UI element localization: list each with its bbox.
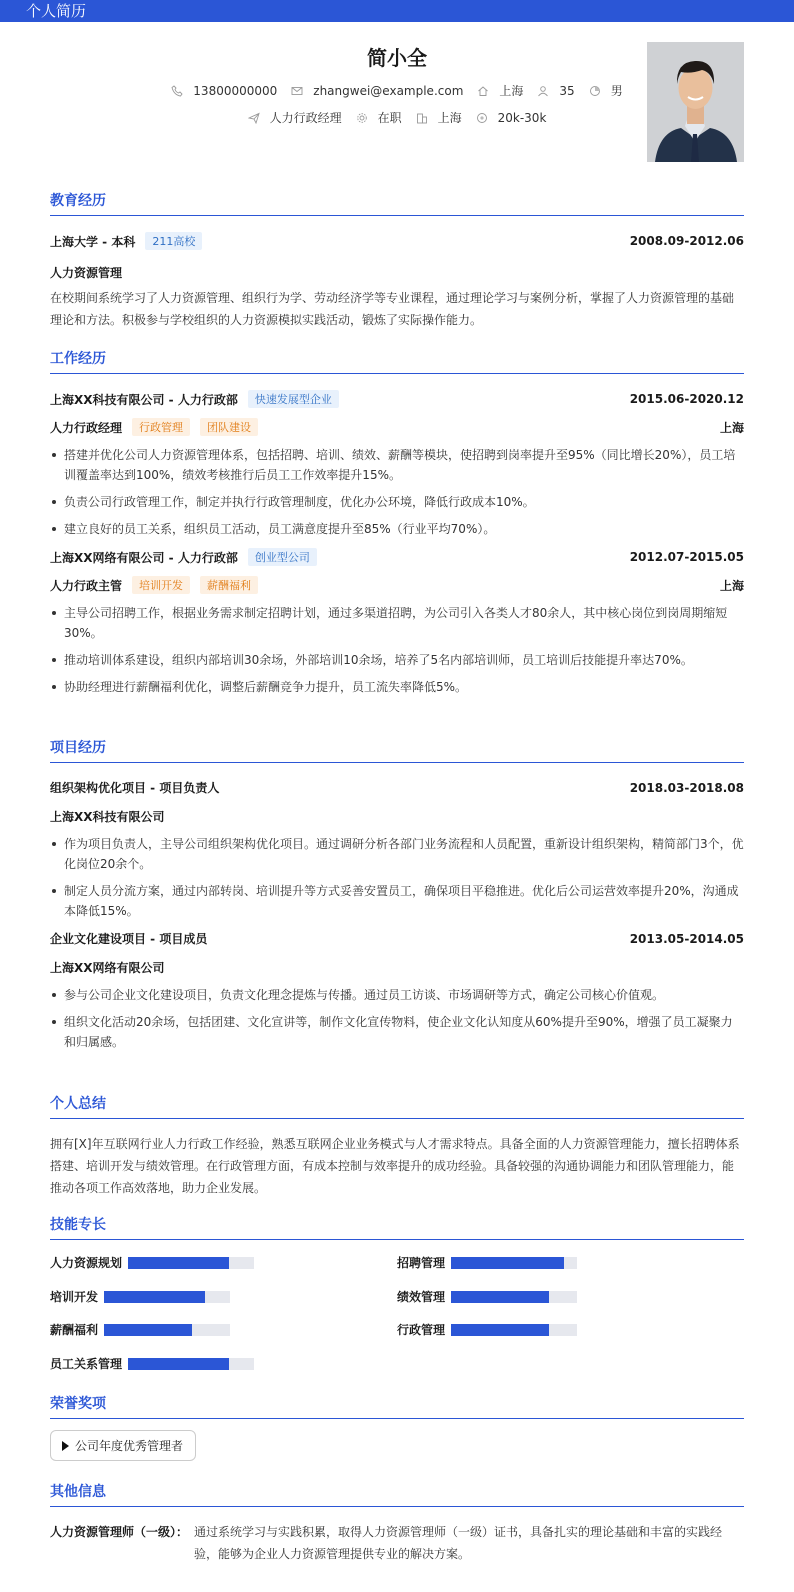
skill-bar-fill	[104, 1324, 192, 1336]
company-name: 上海XX科技有限公司 - 人力行政部	[50, 392, 238, 407]
skill-item	[50, 1355, 254, 1372]
project-header-row	[50, 779, 744, 796]
projects-title: 项目经历	[50, 737, 744, 763]
project-company-row	[50, 959, 744, 976]
page-header	[0, 0, 794, 22]
work-section	[50, 348, 744, 704]
email-item	[291, 84, 463, 98]
play-icon	[62, 1441, 69, 1451]
company-tag: 创业型公司	[248, 548, 317, 566]
position-row	[50, 418, 744, 436]
work-city: 上海	[719, 578, 744, 593]
skill-bar	[128, 1358, 254, 1370]
age-text: 35	[559, 83, 575, 98]
skill-bar-fill	[451, 1324, 549, 1336]
project-date: 2018.03-2018.08	[629, 780, 744, 795]
education-section	[50, 190, 744, 331]
school-tag: 211高校	[145, 232, 202, 250]
skill-bar	[104, 1324, 230, 1336]
education-desc: 在校期间系统学习了人力资源管理、组织行为学、劳动经济学等专业课程，通过理论学习与案例分析，掌握了人力资源管理的基础理论和方法。积极参与学校组织的人力资源模拟实践活动，锻炼了实际操作能力。	[50, 291, 735, 327]
position-row	[50, 576, 744, 594]
certificate-desc: 通过系统学习与实践积累，取得人力资源管理师（一级）证书，具备扎实的理论基础和丰富的实践经验，能够为企业人力资源管理提供专业的解决方案。	[194, 1525, 723, 1561]
honors-title: 荣誉奖项	[50, 1393, 744, 1419]
projects-section	[50, 737, 744, 1059]
skill-name: 培训开发	[50, 1290, 99, 1304]
company-name: 上海XX网络有限公司 - 人力行政部	[50, 550, 238, 565]
skill-bar	[451, 1291, 577, 1303]
education-header-row	[50, 232, 744, 250]
candidate-name: 简小全	[367, 46, 427, 70]
salary-item	[476, 111, 547, 125]
skill-bar	[451, 1324, 577, 1336]
send-icon	[248, 112, 260, 124]
skill-bar	[128, 1257, 254, 1269]
project-item	[50, 779, 744, 921]
mail-icon	[291, 85, 303, 97]
building-icon	[416, 112, 428, 124]
position-name: 人力行政经理	[50, 420, 123, 435]
list-item: 建立良好的员工关系，组织员工活动，员工满意度提升至85%（行业平均70%）。	[50, 519, 744, 539]
award-item[interactable]	[50, 1430, 196, 1461]
work-item	[50, 548, 744, 697]
skill-tag: 薪酬福利	[200, 576, 258, 594]
project-date: 2013.05-2014.05	[629, 931, 744, 946]
list-item: 负责公司行政管理工作，制定并执行行政管理制度，优化办公环境，降低行政成本10%。	[50, 492, 744, 512]
work-date: 2015.06-2020.12	[629, 392, 744, 406]
project-company: 上海XX网络有限公司	[50, 961, 165, 975]
skill-item	[50, 1288, 230, 1305]
skill-item	[397, 1254, 577, 1271]
gender-icon	[589, 85, 601, 97]
location-item	[477, 82, 523, 99]
phone-item	[171, 84, 277, 98]
list-item: 作为项目负责人，主导公司组织架构优化项目。通过调研分析各部门业务流程和人员配置，重新设计组织架构，精简部门3个，优化岗位20余个。	[50, 834, 744, 874]
project-bullets	[50, 985, 744, 1052]
summary-section	[50, 1093, 744, 1199]
project-name: 企业文化建设项目 - 项目成员	[50, 932, 208, 946]
status-item	[356, 109, 402, 126]
job-title-item	[248, 109, 342, 126]
work-bullets	[50, 445, 744, 539]
skill-bar-fill	[128, 1257, 229, 1269]
gender-text: 男	[610, 84, 623, 98]
coin-icon	[476, 112, 488, 124]
project-company-row	[50, 808, 744, 825]
summary-title: 个人总结	[50, 1093, 744, 1119]
skill-tag: 团队建设	[200, 418, 258, 436]
list-item: 参与公司企业文化建设项目，负责文化理念提炼与传播。通过员工访谈、市场调研等方式，确定公司核心价值观。	[50, 985, 744, 1005]
skills-title: 技能专长	[50, 1214, 744, 1240]
skill-name: 行政管理	[397, 1323, 446, 1337]
skill-item	[397, 1321, 577, 1338]
age-item	[537, 84, 574, 98]
target-city-text: 上海	[437, 111, 462, 125]
list-item: 推动培训体系建设，组织内部培训30余场，外部培训10余场，培养了5名内部培训师，员工培训后技能提升率达70%。	[50, 650, 744, 670]
profile-photo	[647, 42, 744, 162]
work-date: 2012.07-2015.05	[629, 550, 744, 564]
job-title-text: 人力行政经理	[269, 111, 342, 125]
list-item: 协助经理进行薪酬福利优化，调整后薪酬竞争力提升，员工流失率降低5%。	[50, 677, 744, 697]
summary-text: 拥有[X]年互联网行业人力行政工作经验，熟悉互联网企业业务模式与人才需求特点。具备全面的人力资源管理能力，擅长招聘体系搭建、培训开发与绩效管理。在行政管理方面，有成本控制与效率提升的成功经验。具备较强的沟通协调能力和团队管理能力，能推动各项工作高效落地，助力企业发展。	[50, 1137, 740, 1195]
target-city-item	[416, 109, 462, 126]
skill-bar-fill	[451, 1291, 549, 1303]
status-text: 在职	[377, 111, 402, 125]
school-name: 上海大学 - 本科	[50, 234, 136, 249]
education-title: 教育经历	[50, 190, 744, 216]
work-item	[50, 390, 744, 539]
skill-name: 员工关系管理	[50, 1357, 123, 1371]
list-item: 组织文化活动20余场，包括团建、文化宣讲等，制作文化宣传物料，使企业文化认知度从60%提升至90%，增强了员工凝聚力和归属感。	[50, 1012, 744, 1052]
skill-name: 薪酬福利	[50, 1323, 99, 1337]
work-header-row	[50, 390, 744, 408]
education-date: 2008.09-2012.06	[629, 234, 744, 248]
skill-bar	[451, 1257, 577, 1269]
skill-name: 人力资源规划	[50, 1256, 123, 1270]
other-section	[50, 1481, 744, 1565]
home-icon	[477, 85, 489, 97]
project-name: 组织架构优化项目 - 项目负责人	[50, 781, 220, 795]
gender-item	[589, 82, 623, 99]
other-title: 其他信息	[50, 1481, 744, 1507]
phone-icon	[171, 85, 183, 97]
project-company: 上海XX科技有限公司	[50, 810, 165, 824]
skill-bar-fill	[128, 1358, 229, 1370]
major-row	[50, 264, 744, 281]
work-city: 上海	[719, 420, 744, 435]
project-header-row	[50, 930, 744, 947]
work-title: 工作经历	[50, 348, 744, 374]
phone-text: 13800000000	[193, 83, 278, 98]
skill-tag: 行政管理	[132, 418, 190, 436]
skill-bar-fill	[451, 1257, 564, 1269]
skill-bar-fill	[104, 1291, 205, 1303]
company-tag: 快速发展型企业	[248, 390, 339, 408]
skill-name: 绩效管理	[397, 1290, 446, 1304]
gear-icon	[356, 112, 368, 124]
header-title: 个人简历	[26, 2, 87, 20]
salary-text: 20k-30k	[497, 110, 547, 125]
project-bullets	[50, 834, 744, 921]
skill-tag: 培训开发	[132, 576, 190, 594]
portrait-image	[647, 42, 744, 162]
skill-item	[50, 1254, 254, 1271]
other-row	[50, 1521, 744, 1565]
skill-name: 招聘管理	[397, 1256, 446, 1270]
list-item: 制定人员分流方案，通过内部转岗、培训提升等方式妥善安置员工，确保项目平稳推进。优化后公司运营效率提升20%，沟通成本降低15%。	[50, 881, 744, 921]
honors-section	[50, 1393, 744, 1419]
list-item: 搭建并优化公司人力资源管理体系，包括招聘、培训、绩效、薪酬等模块，使招聘到岗率提升至95%（同比增长20%），员工培训覆盖率达到100%，绩效考核推行后员工工作效率提升15%。	[50, 445, 744, 485]
user-icon	[537, 85, 549, 97]
work-header-row	[50, 548, 744, 566]
skill-item	[397, 1288, 577, 1305]
position-name: 人力行政主管	[50, 578, 123, 593]
award-text: 公司年度优秀管理者	[75, 1439, 184, 1453]
certificate-label: 人力资源管理师（一级）：	[50, 1525, 189, 1539]
list-item: 主导公司招聘工作，根据业务需求制定招聘计划，通过多渠道招聘，为公司引入各类人才80余人，其中核心岗位到岗周期缩短30%。	[50, 603, 744, 643]
skill-item	[50, 1321, 230, 1338]
email-text: zhangwei@example.com	[313, 83, 464, 98]
location-text: 上海	[499, 84, 524, 98]
project-item	[50, 930, 744, 1052]
work-bullets	[50, 603, 744, 697]
skill-bar	[104, 1291, 230, 1303]
major-name: 人力资源管理	[50, 266, 123, 280]
skills-section	[50, 1214, 744, 1240]
